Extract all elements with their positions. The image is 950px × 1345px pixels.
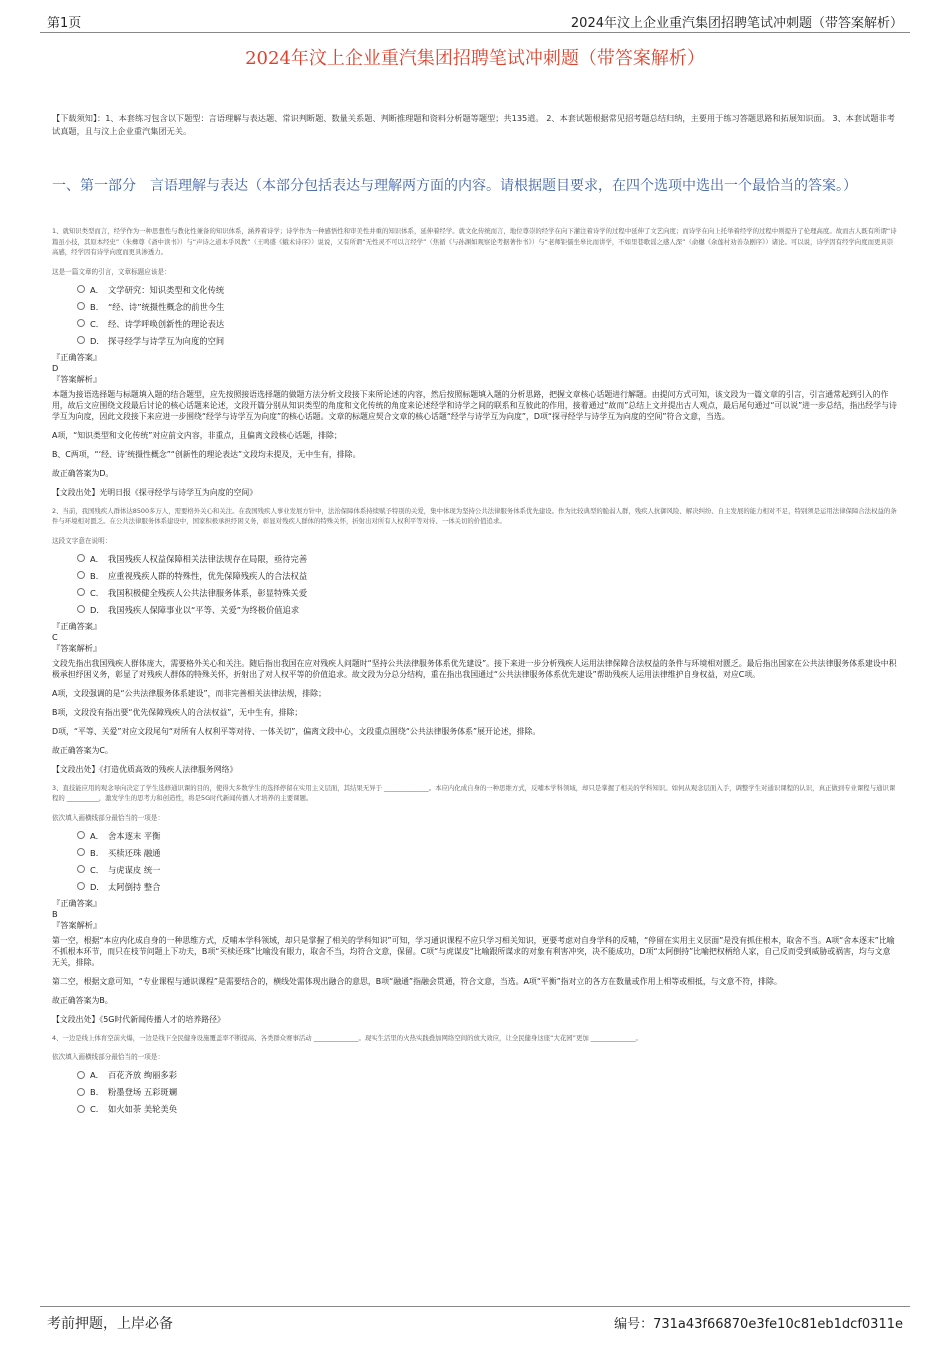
option-item[interactable] xyxy=(52,1101,898,1118)
analysis-paragraph: 第一空，根据“本应内化成自身的一种思维方式，反哺本学科领域，却只是掌握了相关的学科知识”可知，学习通识课程不应只学习相关知识，更要考虑对自身学科的反哺，“停留在实用主义层面”是没有抓住根本，取舍不当。A项“舍本逐末”比喻不抓根本环节，而只在枝节问题上下功夫，B项“买椟还珠”比喻没有眼力，取舍不当，均符合文意，保留。C项“与虎谋皮”比喻跟所谋求的对象有利害冲突，决不能成功，D项“太阿倒持”比喻把权柄给人家，自己反而受到威胁或祸害，均与文意无关，排除。 xyxy=(52,935,895,967)
option-letter: A． xyxy=(90,553,104,564)
header-divider xyxy=(40,32,910,33)
question-block xyxy=(52,783,898,1025)
correct-answer: B xyxy=(52,908,58,919)
footer-motto: 考前押题，上岸必备 xyxy=(47,1316,173,1332)
analysis-paragraph: A项，文段强调的是“公共法律服务体系建设”，而非完善相关法律法规，排除； xyxy=(52,688,326,698)
radio-button-icon[interactable] xyxy=(77,571,85,579)
answer-tag: 『正确答案』 xyxy=(52,897,102,908)
answer-tag: 『正确答案』 xyxy=(52,351,102,362)
analysis-tag: 『答案解析』 xyxy=(52,919,102,930)
radio-button-icon[interactable] xyxy=(77,1071,85,1079)
section-title: 一、第一部分 言语理解与表达（本部分包括表达与理解两方面的内容。请根据题目要求，在四个选项中选出一个最恰当的答案。） xyxy=(52,178,857,194)
option-letter: B． xyxy=(90,570,104,581)
option-item[interactable] xyxy=(52,585,898,602)
option-letter: B． xyxy=(90,301,104,312)
question-prompt: 依次填入画横线部分最恰当的一项是： xyxy=(52,1053,165,1061)
option-list xyxy=(52,828,898,896)
questions-container xyxy=(52,226,898,1120)
analysis-paragraph: 【文段出处】《打造优质高效的残疾人法律服务网络》 xyxy=(52,764,238,774)
radio-button-icon[interactable] xyxy=(77,302,85,310)
option-letter: D． xyxy=(90,335,105,346)
analysis-paragraph: 故正确答案为B。 xyxy=(52,995,113,1005)
analysis-paragraph: 【文段出处】光明日报《探寻经学与诗学互为向度的空间》 xyxy=(52,487,258,497)
analysis-paragraph: 本题为接语选择题与标题填入题的结合题型，应先按照接语选择题的做题方法分析文段接下来所论述的内容，然后按照标题填入题的分析思路，把握文章核心话题进行解题。由提问方式可知，该文段为一篇文章的引言，引言通常起到引入的作用，故后文应围绕文段最后讨论的核心话题来论述，文段开篇分别从知识类型的角度和文化传统的角度来论述经学和诗学之间的联系和互彼此的作用，接着通过“故而”总结上文并提出古人观点，最后尾句通过“可以说”进一步总结，指出经学与诗学互为向度，因此文段接下来应进一步围绕“经学与诗学互为向度”的核心话题。文章的标题应契合文章的核心话题“经学与诗学互为向度”，D项“探寻经学与诗学互为向度的空间”符合文意，当选。 xyxy=(52,389,897,421)
option-letter: C． xyxy=(90,587,105,598)
option-text: 我国残疾人保障事业以“平等、关爱”为终极价值追求 xyxy=(108,604,300,615)
option-text: 我国残疾人权益保障相关法律法规存在局限，亟待完善 xyxy=(108,553,308,564)
option-letter: D． xyxy=(90,604,105,615)
option-letter: C． xyxy=(90,864,105,875)
option-text: 百花齐放 绚丽多彩 xyxy=(108,1070,178,1080)
option-item[interactable] xyxy=(52,828,898,845)
option-text: 经、诗学呼唤创新性的理论表达 xyxy=(108,318,225,329)
radio-button-icon[interactable] xyxy=(77,336,85,344)
option-item[interactable] xyxy=(52,568,898,585)
option-item[interactable] xyxy=(52,845,898,862)
analysis-paragraph: 【文段出处】《5G时代新闻传播人才的培养路径》 xyxy=(52,1014,225,1024)
radio-button-icon[interactable] xyxy=(77,554,85,562)
option-text: 探寻经学与诗学互为向度的空间 xyxy=(108,335,225,346)
radio-button-icon[interactable] xyxy=(77,865,85,873)
analysis-paragraph: B项，文段没有指出要“优先保障残疾人的合法权益”，无中生有，排除； xyxy=(52,707,303,717)
page-title: 2024年汶上企业重汽集团招聘笔试冲刺题（带答案解析） xyxy=(245,48,705,69)
option-item[interactable] xyxy=(52,316,898,333)
correct-answer: C xyxy=(52,631,58,642)
option-letter: A． xyxy=(90,284,104,295)
analysis-paragraph: 故正确答案为D。 xyxy=(52,468,114,478)
analysis-paragraph: A项，“知识类型和文化传统”对应前文内容，非重点，且偏离文段核心话题，排除； xyxy=(52,430,342,440)
option-letter: B． xyxy=(90,1087,104,1097)
radio-button-icon[interactable] xyxy=(77,882,85,890)
analysis-paragraph: 第二空，根据文意可知，“专业课程与通识课程”是需要结合的，横线处需体现出融合的意思，B项“融通”指融会贯通，符合文意，当选。A项“平衡”指对立的各方在数量或作用上相等或相抵，与文意不符，排除。 xyxy=(52,976,782,986)
question-block xyxy=(52,1033,898,1119)
option-list xyxy=(52,551,898,619)
option-letter: D． xyxy=(90,881,105,892)
analysis-tag: 『答案解析』 xyxy=(52,373,102,384)
radio-button-icon[interactable] xyxy=(77,1105,85,1113)
option-item[interactable] xyxy=(52,1084,898,1101)
question-text: 4、一边是线上体育空前火爆，一边是线下全民健身设施覆盖率不断提高、各类群众赛事活动 ______________。现实生活里的火热实践叠加网络空间的放大效应，让全民健身这座“大花园”更加 ______________。 xyxy=(52,1033,642,1042)
radio-button-icon[interactable] xyxy=(77,1088,85,1096)
option-item[interactable] xyxy=(52,282,898,299)
radio-button-icon[interactable] xyxy=(77,848,85,856)
option-list xyxy=(52,1067,898,1118)
radio-button-icon[interactable] xyxy=(77,588,85,596)
option-text: 粉墨登场 五彩斑斓 xyxy=(108,1087,178,1097)
download-notice: 【下载须知】：1、本套练习包含以下题型：言语理解与表达题、常识判断题、数量关系题、判断推理题和资料分析题等题型；共135道。 2、本套试题根据常见招考题总结归纳，主要用于练习答题思路和拓展知识面。 3、本套试题非考试真题，且与汶上企业重汽集团无关。 xyxy=(52,113,895,136)
question-prompt: 这是一篇文章的引言，文章标题应该是： xyxy=(52,267,171,276)
radio-button-icon[interactable] xyxy=(77,605,85,613)
analysis-paragraph: B、C两项，“‘经、诗’统摄性概念”“创新性的理论表达”文段均未提及，无中生有，排除。 xyxy=(52,449,361,459)
analysis-paragraph: 文段先指出我国残疾人群体庞大，需要格外关心和关注。随后指出我国在应对残疾人问题时“坚持公共法律服务体系优先建设”。接下来进一步分析残疾人运用法律保障合法权益的条件与环境相对匮乏。最后指出国家在公共法律服务体系建设中积极承担纾困义务，彰显了对残疾人群体的特殊关怀，折射出了对人权平等的价值追求。故文段为分总分结构，重在指出我国通过“公共法律服务体系优先建设”帮助残疾人运用法律维护自身权益，对应C项。 xyxy=(52,658,897,679)
option-text: 文学研究：知识类型和文化传统 xyxy=(108,284,225,295)
footer-divider xyxy=(40,1306,910,1307)
page-number: 第1页 xyxy=(47,16,82,31)
analysis-paragraph: D项，“平等、关爱”对应文段尾句“对所有人权利平等对待、一体关切”，偏离文段中心，文段重点围绕“公共法律服务体系”展开论述，排除。 xyxy=(52,726,541,736)
question-prompt: 这段文字意在说明： xyxy=(52,536,112,545)
option-letter: C． xyxy=(90,1104,105,1114)
option-item[interactable] xyxy=(52,333,898,350)
option-text: 与虎谋皮 统一 xyxy=(108,864,161,875)
option-letter: A． xyxy=(90,1070,104,1080)
option-item[interactable] xyxy=(52,299,898,316)
radio-button-icon[interactable] xyxy=(77,319,85,327)
correct-answer: D xyxy=(52,362,59,373)
question-text: 3、直技能应用的观念导向决定了学生选修通识课的目的，使得大多数学生的选择停留在实用主义层面，其结果无异于 ______________。本应内化成自身的一种思维方式，反哺本学科领域，却只是掌握了相关的学科知识。如何从观念层面入手，调整学生对通识课程的认识，真正做到专业课程与通识课程的 __________，激发学生的思考力和创造性，将是5G时代新闻传播人才培养的主要课题。 xyxy=(52,783,896,802)
option-item[interactable] xyxy=(52,602,898,619)
radio-button-icon[interactable] xyxy=(77,285,85,293)
answer-tag: 『正确答案』 xyxy=(52,620,102,631)
option-letter: C． xyxy=(90,318,105,329)
option-text: 太阿倒持 整合 xyxy=(108,881,161,892)
option-text: 如火如荼 美轮美奂 xyxy=(108,1104,178,1114)
radio-button-icon[interactable] xyxy=(77,831,85,839)
option-text: 应重视残疾人群的特殊性，优先保障残疾人的合法权益 xyxy=(108,570,308,581)
option-letter: B． xyxy=(90,847,104,858)
question-block xyxy=(52,226,898,498)
option-text: 我国积极健全残疾人公共法律服务体系，彰显特殊关爱 xyxy=(108,587,308,598)
question-block xyxy=(52,506,898,775)
analysis-paragraph: 故正确答案为C。 xyxy=(52,745,113,755)
document-code: 编号：731a43f66870e3fe10c81eb1dcf0311e xyxy=(614,1317,903,1332)
option-letter: A． xyxy=(90,830,104,841)
option-text: 买椟还珠 融通 xyxy=(108,847,161,858)
option-text: “经、诗”统摄性概念的前世今生 xyxy=(108,301,225,312)
question-text: 1、就知识类型而言，经学作为一种思想性与教化性兼备的知识体系，涵养着诗学；诗学作为一种感悟性和审美性并重的知识体系，延伸着经学。就文化传统而言，地位尊崇的经学在向下灌注着诗学的过程中延伸了文艺向度；而诗学在向上托举着经学的过程中则提升了伦理高度。故而古人既有所谓“诗篇虽小技，其原本经史”（朱彝尊《斋中读书》）与“声诗之道本乎风教”（王鸣盛《蛾术诗序》）说说，又有所谓“无性灵不可以言经学”（焦循《与孙渊如观察论考据著作书》）与“老师钜儒坐皋比而讲学，不如里巷歌谣之感人深”（俞樾《余莲村劝善杂剧序》）诸论。可以说，诗学因有经学向度而更具崇高感，经学因有诗学向度而更具渗透力。 xyxy=(52,227,897,256)
option-list xyxy=(52,282,898,350)
option-item[interactable] xyxy=(52,879,898,896)
question-text: 2、当前，我国残疾人群体达8500多万人，需要格外关心和关注。在我国残疾人事业发展方针中，法治保障体系持续赋予特别的关爱，集中体现为坚持公共法律服务体系优先建设。作为比较典型的脆弱人群，残疾人抗御风险、解决纠纷、自主发展的能力相对不足，特别须是运用法律保障合法权益的条件与环境相对匮乏。在公共法律服务体系建设中，国家积极承担纾困义务，彰显对残疾人群体的特殊关怀，折射出对所有人权利平等对待、一体关切的价值追求。 xyxy=(52,506,897,525)
question-prompt: 依次填入画横线部分最恰当的一项是： xyxy=(52,813,165,822)
option-text: 舍本逐末 平衡 xyxy=(108,830,161,841)
option-item[interactable] xyxy=(52,1067,898,1084)
header-doc-title: 2024年汶上企业重汽集团招聘笔试冲刺题（带答案解析） xyxy=(570,16,903,31)
analysis-tag: 『答案解析』 xyxy=(52,642,102,653)
option-item[interactable] xyxy=(52,862,898,879)
option-item[interactable] xyxy=(52,551,898,568)
